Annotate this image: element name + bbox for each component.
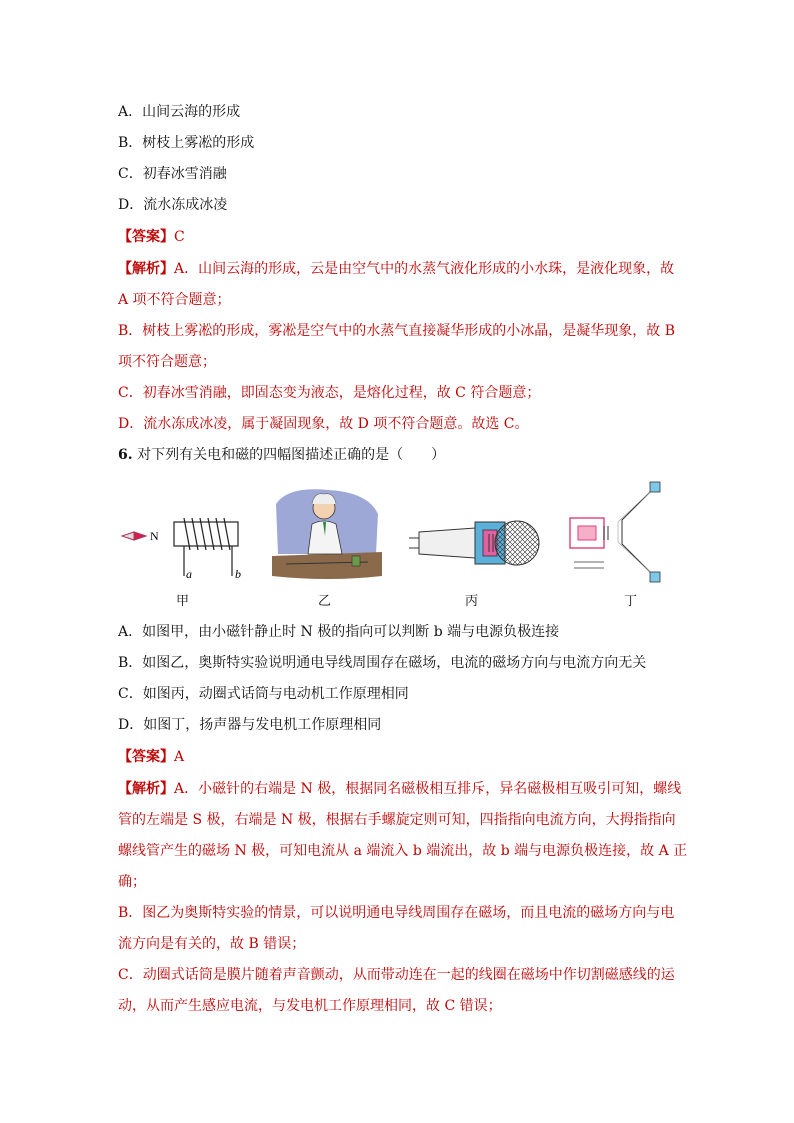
q6-analysis-line-7: C．动圈式话筒是膜片随着声音颤动，从而带动连在一起的线圈在磁场中作切割磁感线的运 [118, 967, 675, 983]
q5-analysis-line-2: A 项不符合题意； [118, 292, 231, 308]
figure-ding [564, 478, 668, 588]
cone-outline [622, 486, 656, 578]
caption-ding: 丁 [624, 594, 638, 609]
q6-option-d: D．如图丁，扬声器与发电机工作原理相同 [118, 717, 382, 733]
question-text: 对下列有关电和磁的四幅图描述正确的是（ ） [137, 447, 446, 463]
q5-option-c: C．初春冰雪消融 [118, 166, 227, 182]
answer-value: C [174, 229, 185, 245]
cone-edge-bottom [650, 572, 660, 582]
q6-analysis-line-1 [118, 779, 681, 799]
terminal-a-label: a [186, 567, 192, 581]
q5-analysis-line-1 [118, 259, 674, 279]
mesh-grille [495, 521, 539, 565]
q5-option-b: B．树枝上雾凇的形成 [118, 135, 255, 151]
compass-needle-n [134, 532, 146, 540]
q6-analysis-line-2: 管的左端是 S 极，右端是 N 极，根据右手螺旋定则可知，四指指向电流方向，大拇指指向 [118, 812, 676, 828]
caption-bing: 丙 [465, 594, 479, 609]
q6-stem [118, 445, 445, 465]
q5-analysis-line-3: B．树枝上雾凇的形成，雾凇是空气中的水蒸气直接凝华形成的小冰晶，是凝华现象，故 B [118, 323, 676, 339]
cone-edge-top [650, 482, 660, 492]
caption-yi: 乙 [318, 594, 332, 609]
analysis-label: 【解析】 [118, 781, 174, 797]
analysis-label: 【解析】 [118, 261, 174, 277]
figure-jia [118, 510, 258, 585]
handle [419, 528, 475, 558]
q6-answer [118, 747, 184, 767]
q6-analysis-line-8: 动，从而产生感应电流，与发电机工作原理相同，故 C 错误； [118, 998, 502, 1014]
magnet-pole [578, 526, 596, 540]
q5-option-d: D．流水冻成冰凌 [118, 197, 228, 213]
q6-option-a: A．如图甲，由小磁针静止时 N 极的指向可以判断 b 端与电源负极连接 [118, 624, 560, 640]
answer-value: A [174, 749, 185, 765]
terminal-b-label: b [235, 567, 241, 581]
q6-option-b: B．如图乙，奥斯特实验说明通电导线周围存在磁场，电流的磁场方向与电流方向无关 [118, 655, 647, 671]
caption-jia: 甲 [176, 594, 190, 609]
answer-label: 【答案】 [118, 749, 174, 765]
compass-needle-s [122, 532, 134, 540]
figure-yi [268, 484, 386, 584]
q6-analysis-line-5: B．图乙为奥斯特实验的情景，可以说明通电导线周围存在磁场，而且电流的磁场方向与电 [118, 905, 675, 921]
cone-inner [618, 490, 652, 574]
q6-analysis-line-3: 螺线管产生的磁场 N 极，可知电流从 a 端流入 b 端流出，故 b 端与电源负极连接，故 A 正 [118, 843, 688, 859]
q6-option-c: C．如图丙，动圈式话筒与电动机工作原理相同 [118, 686, 409, 702]
table-surface [272, 552, 382, 579]
q6-analysis-line-4: 确； [118, 874, 146, 890]
q5-analysis-line-5: C．初春冰雪消融，即固态变为液态，是熔化过程，故 C 符合题意； [118, 385, 541, 401]
figure-bing [405, 512, 545, 574]
analysis-text: A．山间云海的形成，云是由空气中的水蒸气液化形成的小水珠，是液化现象，故 [174, 261, 675, 277]
q5-analysis-line-6: D．流水冻成冰凌，属于凝固现象，故 D 项不符合题意。故选 C。 [118, 416, 529, 432]
q6-analysis-line-6: 流方向是有关的，故 B 错误； [118, 936, 306, 952]
q5-analysis-line-4: 项不符合题意； [118, 354, 216, 370]
n-pole-label: N [150, 529, 159, 543]
question-number: 6. [118, 447, 133, 463]
answer-label: 【答案】 [118, 229, 174, 245]
battery [352, 556, 360, 566]
solenoid-coil [184, 518, 230, 550]
q5-option-a: A．山间云海的形成 [118, 104, 241, 120]
q5-answer [118, 227, 185, 247]
analysis-text: A．小磁针的右端是 N 极，根据同名磁极相互排斥，异名磁极相互吸引可知，螺线 [174, 781, 682, 797]
